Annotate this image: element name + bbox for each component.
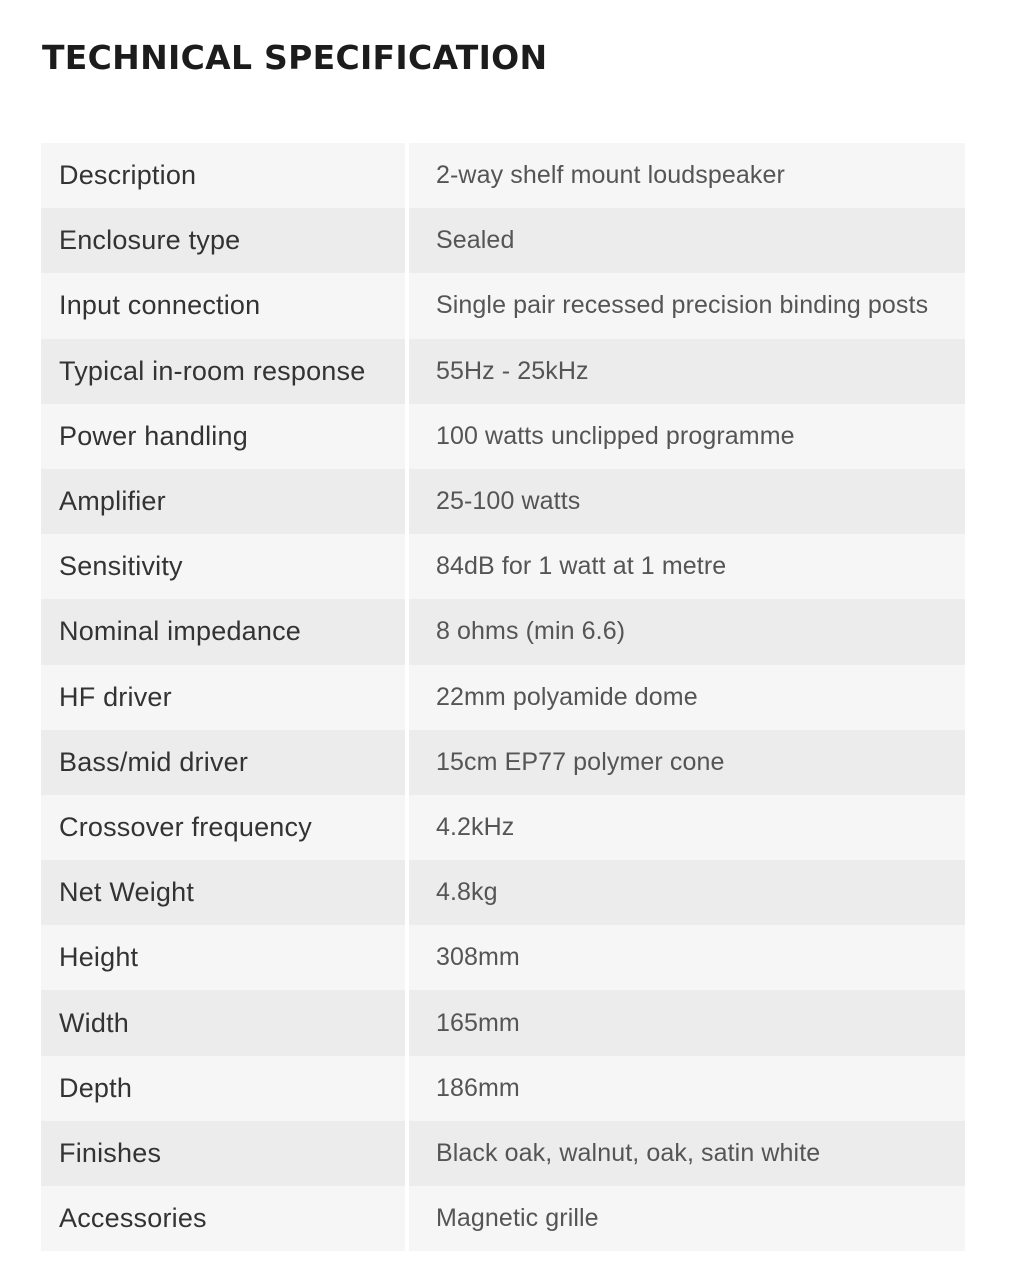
spec-row bbox=[41, 339, 965, 404]
spec-value: 15cm EP77 polymer cone bbox=[409, 730, 965, 795]
spec-value: Magnetic grille bbox=[409, 1186, 965, 1251]
spec-row bbox=[41, 860, 965, 925]
spec-row bbox=[41, 1121, 965, 1186]
spec-row bbox=[41, 599, 965, 664]
spec-value: 308mm bbox=[409, 925, 965, 990]
spec-row bbox=[41, 143, 965, 208]
spec-label: Power handling bbox=[41, 404, 405, 469]
spec-label: Width bbox=[41, 990, 405, 1055]
spec-value: 186mm bbox=[409, 1056, 965, 1121]
spec-label: Sensitivity bbox=[41, 534, 405, 599]
spec-label: Net Weight bbox=[41, 860, 405, 925]
spec-value: 2-way shelf mount loudspeaker bbox=[409, 143, 965, 208]
spec-value: 22mm polyamide dome bbox=[409, 665, 965, 730]
page-title: TECHNICAL SPECIFICATION bbox=[42, 38, 548, 77]
spec-row bbox=[41, 404, 965, 469]
spec-label: HF driver bbox=[41, 665, 405, 730]
spec-row bbox=[41, 730, 965, 795]
spec-label: Accessories bbox=[41, 1186, 405, 1251]
spec-value: Black oak, walnut, oak, satin white bbox=[409, 1121, 965, 1186]
spec-label: Input connection bbox=[41, 273, 405, 338]
spec-value: 4.2kHz bbox=[409, 795, 965, 860]
spec-label: Height bbox=[41, 925, 405, 990]
spec-label: Typical in-room response bbox=[41, 339, 405, 404]
spec-row bbox=[41, 665, 965, 730]
spec-label: Nominal impedance bbox=[41, 599, 405, 664]
spec-row bbox=[41, 534, 965, 599]
spec-row bbox=[41, 208, 965, 273]
spec-table bbox=[41, 143, 965, 1251]
spec-label: Depth bbox=[41, 1056, 405, 1121]
spec-value: Single pair recessed precision binding posts bbox=[409, 273, 965, 338]
spec-label: Bass/mid driver bbox=[41, 730, 405, 795]
spec-label: Amplifier bbox=[41, 469, 405, 534]
spec-row bbox=[41, 795, 965, 860]
spec-value: 84dB for 1 watt at 1 metre bbox=[409, 534, 965, 599]
spec-label: Finishes bbox=[41, 1121, 405, 1186]
spec-row bbox=[41, 1056, 965, 1121]
spec-row bbox=[41, 469, 965, 534]
spec-label: Enclosure type bbox=[41, 208, 405, 273]
spec-label: Crossover frequency bbox=[41, 795, 405, 860]
spec-value: 165mm bbox=[409, 990, 965, 1055]
spec-value: 25-100 watts bbox=[409, 469, 965, 534]
spec-label: Description bbox=[41, 143, 405, 208]
spec-row bbox=[41, 990, 965, 1055]
spec-value: 4.8kg bbox=[409, 860, 965, 925]
spec-row bbox=[41, 273, 965, 338]
spec-value: 8 ohms (min 6.6) bbox=[409, 599, 965, 664]
spec-value: 55Hz - 25kHz bbox=[409, 339, 965, 404]
spec-row bbox=[41, 925, 965, 990]
spec-value: Sealed bbox=[409, 208, 965, 273]
spec-value: 100 watts unclipped programme bbox=[409, 404, 965, 469]
spec-row bbox=[41, 1186, 965, 1251]
